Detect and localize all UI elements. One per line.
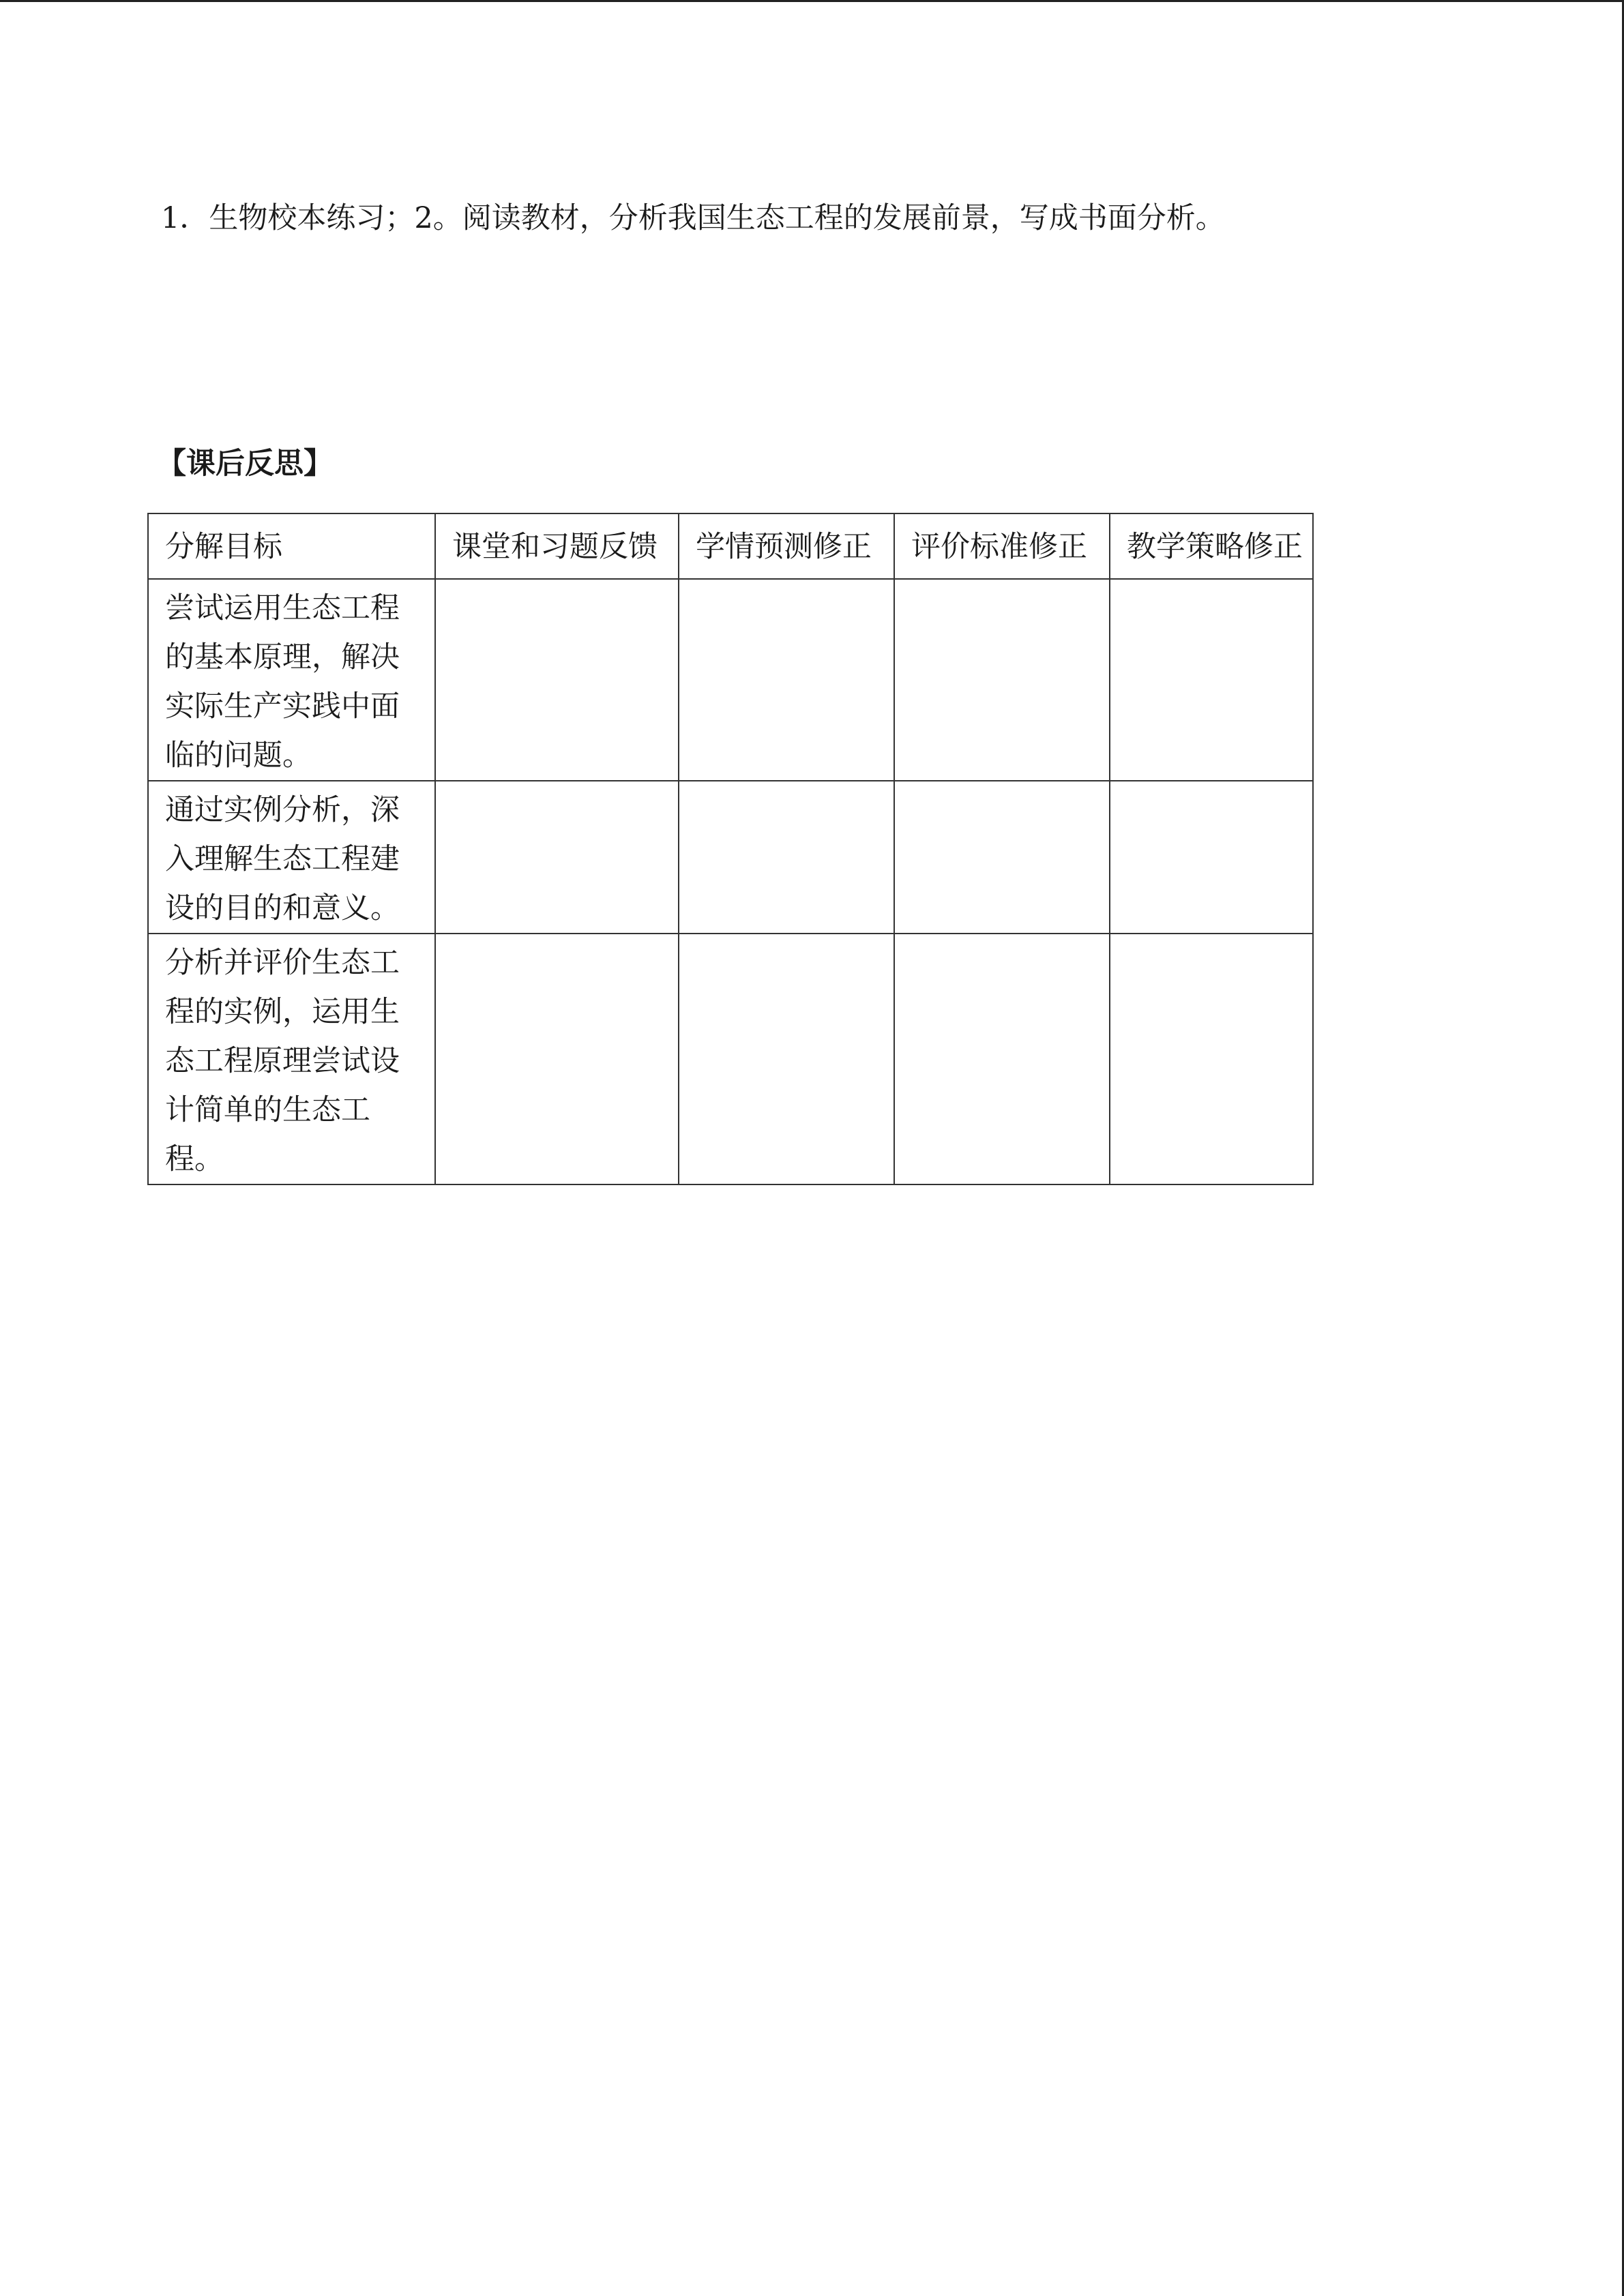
column-header-learning-prediction: 学情预测修正 bbox=[679, 513, 894, 579]
column-header-goal: 分解目标 bbox=[148, 513, 435, 579]
evaluation-criteria-cell bbox=[894, 579, 1110, 781]
goal-cell: 分析并评价生态工程的实例，运用生态工程原理尝试设计简单的生态工程。 bbox=[148, 934, 435, 1184]
learning-prediction-cell bbox=[679, 781, 894, 934]
column-header-evaluation-criteria: 评价标准修正 bbox=[894, 513, 1110, 579]
teaching-strategy-cell bbox=[1110, 781, 1313, 934]
reflection-heading: 【课后反思】 bbox=[157, 447, 333, 481]
feedback-cell bbox=[435, 934, 679, 1184]
column-header-teaching-strategy: 教学策略修正 bbox=[1110, 513, 1313, 579]
table-row bbox=[148, 934, 1313, 1184]
teaching-strategy-cell bbox=[1110, 579, 1313, 781]
table-header-row bbox=[148, 513, 1313, 579]
page-top-border bbox=[0, 0, 1624, 2]
table-row bbox=[148, 579, 1313, 781]
teaching-strategy-cell bbox=[1110, 934, 1313, 1184]
column-header-feedback: 课堂和习题反馈 bbox=[435, 513, 679, 579]
feedback-cell bbox=[435, 579, 679, 781]
evaluation-criteria-cell bbox=[894, 934, 1110, 1184]
reflection-table bbox=[147, 513, 1314, 1185]
feedback-cell bbox=[435, 781, 679, 934]
table-row bbox=[148, 781, 1313, 934]
goal-cell: 通过实例分析，深入理解生态工程建设的目的和意义。 bbox=[148, 781, 435, 934]
goal-cell: 尝试运用生态工程的基本原理，解决实际生产实践中面临的问题。 bbox=[148, 579, 435, 781]
evaluation-criteria-cell bbox=[894, 781, 1110, 934]
homework-assignment: 1．生物校本练习；2。阅读教材，分析我国生态工程的发展前景，写成书面分析。 bbox=[161, 201, 1225, 235]
learning-prediction-cell bbox=[679, 579, 894, 781]
learning-prediction-cell bbox=[679, 934, 894, 1184]
